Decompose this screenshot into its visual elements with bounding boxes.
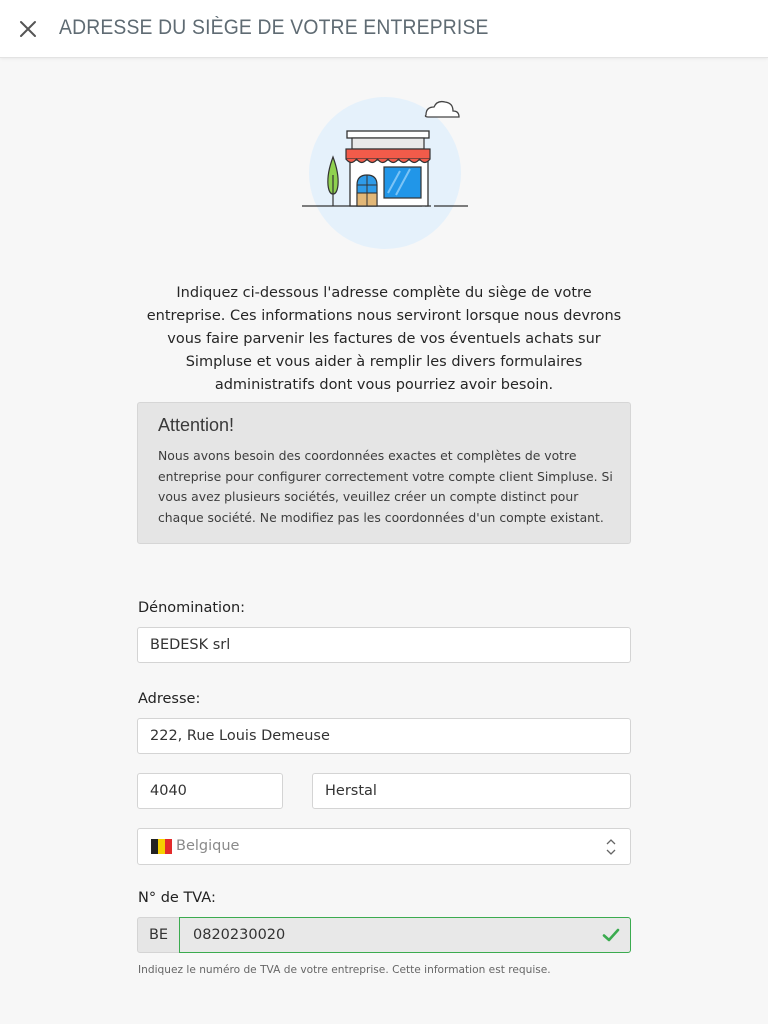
intro-text: Indiquez ci-dessous l'adresse complète du siège de votre entreprise. Ces informations nous serviront lorsque nous devrons vous faire parvenir les factures de vos éventuels achats sur Simpluse et vous aider à remplir les divers formulaires administratifs dont vous pourriez avoir besoin. <box>146 285 622 393</box>
top-bar <box>0 0 768 58</box>
street-input[interactable]: 222, Rue Louis Demeuse <box>137 718 631 754</box>
close-icon[interactable] <box>16 17 40 41</box>
city-input[interactable]: Herstal <box>312 773 631 809</box>
shop-illustration <box>300 95 472 255</box>
vat-help-text: Indiquez le numéro de TVA de votre entreprise. Cette information est requise. <box>138 964 551 976</box>
vat-country-prefix: BE <box>137 917 180 953</box>
alert-title: Attention! <box>158 415 235 435</box>
page-title: ADRESSE DU SIÈGE DE VOTRE ENTREPRISE <box>59 16 489 39</box>
belgium-flag-icon <box>151 839 172 854</box>
select-arrows-icon <box>606 838 616 856</box>
vat-value: 0820230020 <box>193 927 286 943</box>
denomination-input[interactable]: BEDESK srl <box>137 627 631 663</box>
vat-label: N° de TVA: <box>138 890 216 906</box>
country-value: Belgique <box>176 838 240 854</box>
vat-input-group <box>137 917 631 953</box>
attention-alert <box>137 402 631 544</box>
vat-input[interactable] <box>179 917 631 953</box>
check-icon <box>602 927 620 943</box>
alert-body: Nous avons besoin des coordonnées exactes et complètes de votre entreprise pour configurer correctement votre compte client Simpluse. Si vous avez plusieurs sociétés, veuillez créer un compte distinct pour chaque société. Ne modifiez pas les coordonnées d'un compte existant. <box>158 448 613 525</box>
denomination-label: Dénomination: <box>138 600 246 616</box>
postal-code-input[interactable]: 4040 <box>137 773 283 809</box>
country-select[interactable] <box>137 828 631 865</box>
address-label: Adresse: <box>138 691 201 707</box>
